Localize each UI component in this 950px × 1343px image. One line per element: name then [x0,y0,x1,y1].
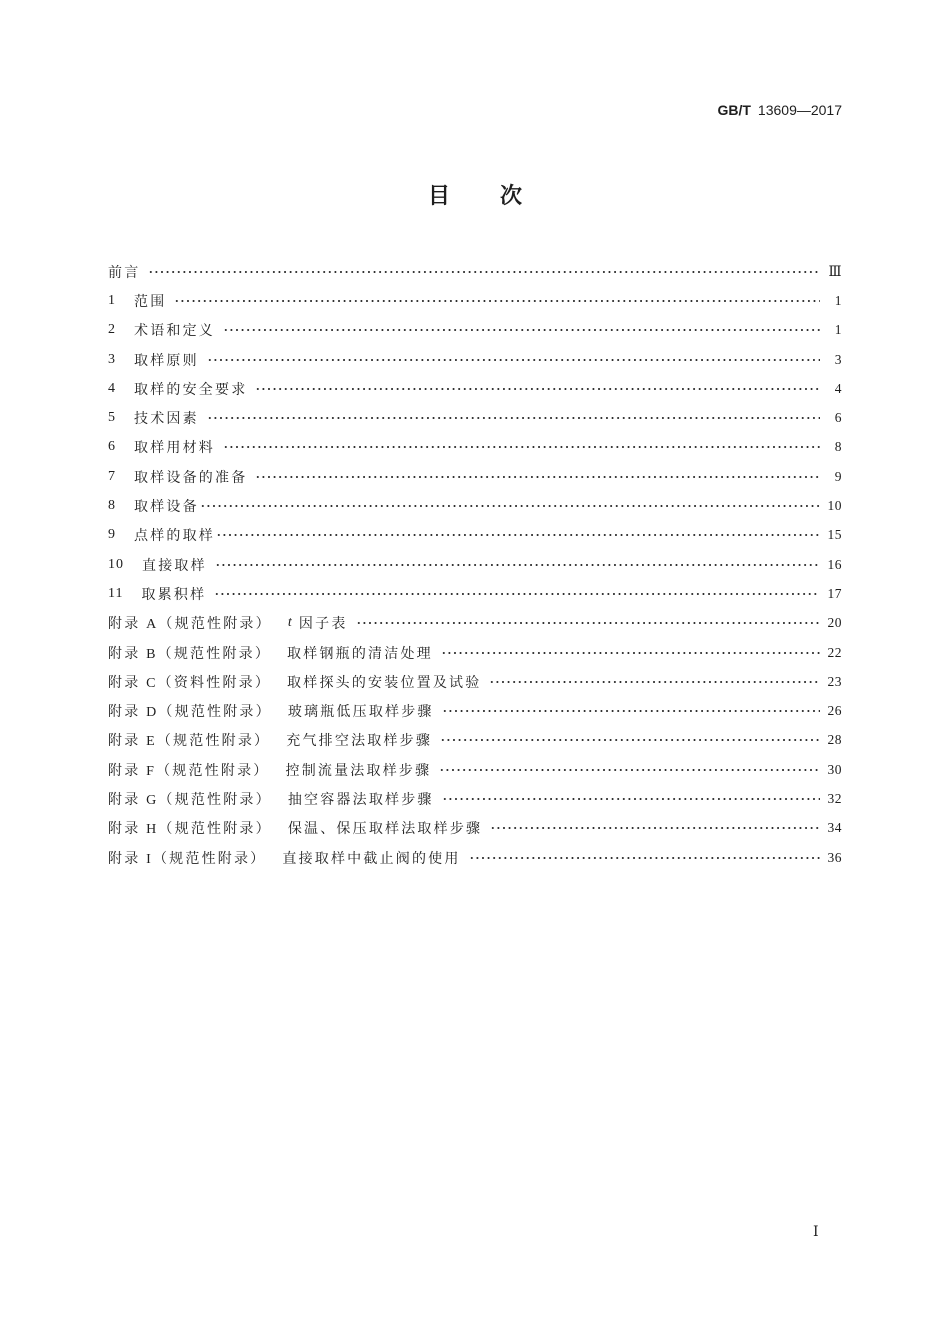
toc-entry-chapter-3 [108,345,842,374]
toc-entry-appendix-a [108,609,842,638]
toc-entry-appendix-f [108,755,842,784]
toc-entry-chapter-11 [108,579,842,608]
toc-entry-chapter-10 [108,550,842,579]
toc-entry-number: 2 [108,322,116,338]
toc-appendix-label: 附录 C [108,675,158,691]
toc-entry-page: 26 [827,703,842,719]
toc-entry-page: 32 [827,790,842,806]
toc-appendix-kind: （规范性附录） [156,733,271,750]
toc-entry-title: 取样的安全要求 [134,381,248,398]
toc-entry-page: 22 [827,644,842,660]
toc-entry-appendix-i [108,843,842,872]
toc-leader-dots [200,504,820,508]
toc-leader-dots [490,826,819,830]
toc-leader-dots [356,621,820,625]
toc-entry-title: 保温、保压取样法取样步骤 [287,821,483,838]
toc-entry-number: 3 [108,351,116,367]
toc-entry-page: 1 [834,322,842,338]
toc-entry-number: 11 [108,585,124,601]
toc-leader-dots [207,358,820,362]
toc-entry-appendix-h [108,814,842,843]
toc-entry-page: 30 [827,761,842,777]
toc-appendix-kind: （规范性附录） [158,821,272,838]
toc-leader-dots [441,651,820,655]
toc-entry-page: 3 [834,351,842,367]
toc-entry-title: 技术因素 [134,411,199,428]
toc-entry-title: 术语和定义 [134,323,215,340]
toc-appendix-label: 附录 B [108,646,158,662]
toc-leader-dots [207,416,820,420]
toc-entry-appendix-b [108,638,842,667]
toc-appendix-kind: （资料性附录） [157,674,272,691]
toc-leader-dots [214,592,819,596]
toc-entry-title: 控制流量法取样步骤 [285,762,432,779]
toc-entry-page: 6 [834,410,842,426]
toc-entry-page: 8 [834,439,842,455]
toc-entry-page: 28 [827,732,842,748]
toc-appendix-kind: （规范性附录） [157,645,272,662]
toc-leader-dots [255,387,820,391]
toc-entry-title: 范围 [134,293,167,310]
toc-entry-page: 4 [834,380,842,396]
toc-appendix-kind: （规范性附录） [152,850,267,867]
toc-entry-page: 34 [827,820,842,836]
toc-entry-chapter-9 [108,521,842,550]
standard-code-number: 13609—2017 [757,102,842,118]
toc-entry-number: 5 [108,410,116,426]
toc-entry-title: 取样设备 [134,499,199,516]
toc-entry-title: 抽空容器法取样步骤 [287,791,434,808]
toc-entry-appendix-c [108,667,842,696]
toc-entry-number: 10 [108,556,124,572]
toc-entry-page: 17 [827,585,842,601]
toc-entry-page: 15 [827,527,842,543]
toc-entry-number: 6 [108,439,116,455]
toc-entry-chapter-4 [108,374,842,403]
toc-leader-dots [469,856,820,860]
toc-leader-dots [439,768,819,772]
toc-appendix-label: 附录 F [108,763,157,779]
toc-appendix-kind: （规范性附录） [158,616,272,633]
toc-entry-number: 8 [108,498,116,514]
toc-appendix-kind: （规范性附录） [158,704,272,721]
toc-entry-title: 取样探头的安装位置及试验 [287,674,482,691]
toc-leader-dots [440,738,819,742]
standard-code-prefix: GB/T [717,102,751,118]
toc-leader-dots [489,680,819,684]
toc-entry-title: 因子表 [298,616,348,633]
toc-appendix-label: 附录 H [108,822,159,838]
toc-appendix-label: 附录 I [108,851,153,867]
toc-entry-page: 36 [827,849,842,865]
page-number: Ⅰ [813,1224,819,1240]
toc-entry-appendix-d [108,696,842,725]
toc-entry-chapter-2 [108,316,842,345]
standard-code [717,101,842,119]
toc-appendix-variable: t [287,615,294,631]
toc-entry-title: 玻璃瓶低压取样步骤 [287,704,434,721]
toc-entry-number: 9 [108,527,116,543]
toc-appendix-label: 附录 A [108,617,159,633]
toc-leader-dots [442,797,820,801]
toc-entry-chapter-7 [108,462,842,491]
toc-entry-title: 取累积样 [141,586,207,603]
toc-entry-preface [108,257,842,286]
toc-entry-page: 10 [827,498,842,514]
toc-appendix-label: 附录 G [108,792,159,808]
toc-entry-page: 23 [827,673,842,689]
toc-leader-dots [148,270,820,274]
toc-entry-chapter-6 [108,433,842,462]
toc-entry-title: 取样原则 [134,352,199,369]
page-title: 目 次 [427,184,536,209]
toc-leader-dots [174,299,820,303]
toc-entry-page: Ⅲ [828,263,842,279]
toc-entry-title: 充气排空法取样步骤 [286,733,433,750]
toc-entry-page: 20 [827,615,842,631]
toc-entry-title: 点样的取样 [134,528,215,545]
toc-leader-dots [442,709,820,713]
toc-entry-chapter-1 [108,286,842,315]
toc-entry-appendix-g [108,784,842,813]
toc-entry-title: 取样设备的准备 [134,469,248,486]
toc-entry-chapter-8 [108,491,842,520]
toc-entry-title: 前言 [108,264,141,281]
toc-leader-dots [215,563,820,567]
toc-appendix-kind: （规范性附录） [156,762,270,779]
toc-entry-number: 1 [108,292,116,308]
toc-leader-dots [223,445,820,449]
toc-entry-title: 直接取样中截止阀的使用 [282,850,461,867]
toc-appendix-label: 附录 E [108,734,157,750]
toc-leader-dots [223,328,820,332]
table-of-contents [108,257,842,872]
toc-entry-chapter-5 [108,403,842,432]
toc-appendix-kind: （规范性附录） [158,791,272,808]
toc-entry-title: 取样钢瓶的清洁处理 [287,645,433,662]
toc-entry-title: 直接取样 [142,557,207,574]
toc-entry-appendix-e [108,726,842,755]
toc-entry-page: 16 [827,556,842,572]
toc-appendix-label: 附录 D [108,705,159,721]
toc-entry-number: 7 [108,468,116,484]
toc-entry-number: 4 [108,380,116,396]
toc-entry-title: 取样用材料 [134,440,215,457]
toc-leader-dots [255,475,820,479]
toc-entry-page: 9 [834,468,842,484]
toc-entry-page: 1 [834,292,842,308]
toc-leader-dots [216,533,820,537]
